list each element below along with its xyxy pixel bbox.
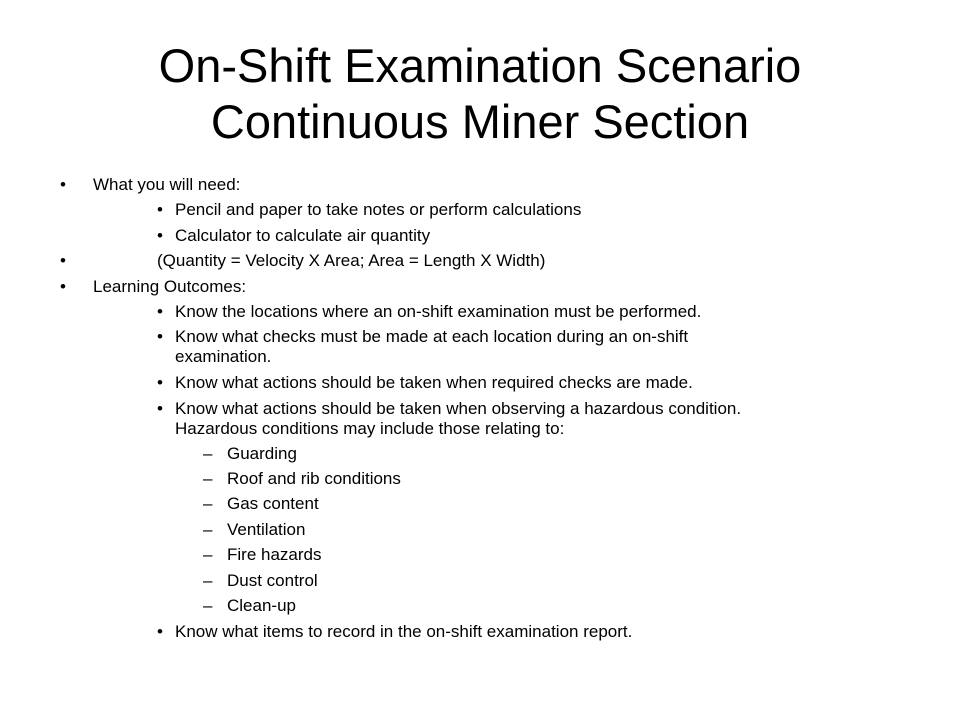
sub-item-guarding bbox=[203, 444, 297, 464]
bullet-outcome-hazards bbox=[157, 399, 741, 439]
bullet-text: What you will need: bbox=[93, 175, 241, 194]
bullet-text-continued: Hazardous conditions may include those relating to: bbox=[175, 419, 565, 438]
dash-marker: – bbox=[203, 520, 213, 539]
bullet-dot: • bbox=[157, 399, 163, 418]
sub-item-text: Dust control bbox=[227, 571, 318, 590]
bullet-text: Know what checks must be made at each location during an on-shift bbox=[175, 327, 689, 346]
sub-item-text: Fire hazards bbox=[227, 545, 322, 564]
sub-item-text: Roof and rib conditions bbox=[227, 469, 401, 488]
bullet-dot: • bbox=[60, 277, 66, 296]
dash-marker: – bbox=[203, 571, 213, 590]
bullet-text: Pencil and paper to take notes or perform calculations bbox=[175, 200, 582, 219]
bullet-outcome-actions bbox=[157, 373, 693, 393]
sub-item-roof-rib bbox=[203, 469, 401, 489]
bullet-what-you-need bbox=[60, 175, 240, 195]
bullet-dot: • bbox=[157, 200, 163, 219]
bullet-text: Know what actions should be taken when observing a hazardous condition. bbox=[175, 399, 742, 418]
sub-item-text: Guarding bbox=[227, 444, 297, 463]
dash-marker: – bbox=[203, 469, 213, 488]
bullet-outcome-locations bbox=[157, 302, 701, 322]
bullet-dot: • bbox=[60, 175, 66, 194]
sub-item-clean-up bbox=[203, 596, 296, 616]
bullet-text: Learning Outcomes: bbox=[93, 277, 247, 296]
bullet-pencil-paper bbox=[157, 200, 581, 220]
bullet-dot: • bbox=[157, 302, 163, 321]
bullet-text: Know what items to record in the on-shift examination report. bbox=[175, 622, 633, 641]
dash-marker: – bbox=[203, 545, 213, 564]
sub-item-text: Clean-up bbox=[227, 596, 296, 615]
bullet-outcome-checks bbox=[157, 327, 688, 367]
sub-item-ventilation bbox=[203, 520, 305, 540]
bullet-text-continued: examination. bbox=[175, 347, 272, 366]
bullet-outcome-record bbox=[157, 622, 632, 642]
bullet-dot: • bbox=[157, 622, 163, 641]
bullet-dot: • bbox=[157, 226, 163, 245]
sub-item-text: Gas content bbox=[227, 494, 319, 513]
bullet-text: Know the locations where an on-shift examination must be performed. bbox=[175, 302, 702, 321]
dash-marker: – bbox=[203, 596, 213, 615]
sub-item-text: Ventilation bbox=[227, 520, 306, 539]
bullet-text: Calculator to calculate air quantity bbox=[175, 226, 431, 245]
bullet-dot: • bbox=[157, 373, 163, 392]
bullet-text: Know what actions should be taken when required checks are made. bbox=[175, 373, 693, 392]
sub-item-gas-content bbox=[203, 494, 319, 514]
bullet-dot: • bbox=[60, 251, 66, 270]
title-line-1: On-Shift Examination Scenario bbox=[158, 39, 802, 92]
bullet-text: (Quantity = Velocity X Area; Area = Length X Width) bbox=[157, 251, 546, 270]
sub-item-fire-hazards bbox=[203, 545, 321, 565]
bullet-calculator bbox=[157, 226, 430, 246]
title-line-2: Continuous Miner Section bbox=[210, 95, 750, 148]
bullet-dot: • bbox=[157, 327, 163, 346]
bullet-formula bbox=[60, 251, 545, 271]
dash-marker: – bbox=[203, 494, 213, 513]
slide-title bbox=[0, 38, 960, 150]
sub-item-dust-control bbox=[203, 571, 318, 591]
bullet-learning-outcomes bbox=[60, 277, 246, 297]
dash-marker: – bbox=[203, 444, 213, 463]
